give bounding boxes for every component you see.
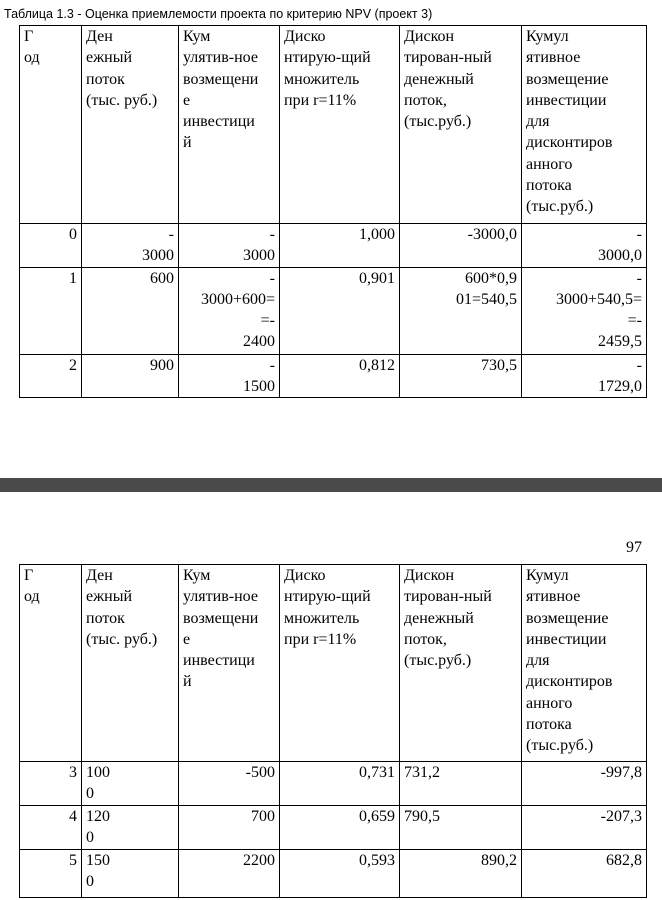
cell-cumulative: -500 [245,764,275,781]
header-cash-flow: Ден ежный поток (тыс. руб.) [86,28,158,109]
header-cumulative-discounted: Кумул ятивное возмещение инвестиции для дисконтиров анного потока (тыс.руб.) [526,28,613,216]
header-discounted-flow: Дискон тирован-ный денежный поток, (тыс.руб.) [404,567,492,670]
cell-flow: 120 0 [86,808,110,847]
header-discounted-flow: Дискон тирован-ный денежный поток, (тыс.руб.) [404,28,492,131]
cell-discounted: 731,2 [404,764,440,781]
table-row [20,354,647,398]
cell-discounted: 600*0,9 01=540,5 [455,269,517,308]
cell-factor: 0,659 [359,808,395,825]
cell-cumulative: - 3000+600= =- 2400 [200,269,275,351]
table-caption: Таблица 1.3 - Оценка приемлемости проекта по критерию NPV (проект 3) [4,7,433,21]
cell-cumulative: - 1500 [243,356,275,395]
cell-flow: 900 [150,356,174,374]
cell-year: 1 [69,269,77,287]
cell-flow: 100 0 [86,764,110,803]
npv-table-part-2 [19,564,647,898]
cell-flow: 150 0 [86,851,110,890]
table-row [20,224,647,268]
cell-discounted: 890,2 [481,851,517,869]
cell-year: 4 [69,808,77,825]
header-cash-flow: Ден ежный поток (тыс. руб.) [86,567,158,648]
cell-discounted: -3000,0 [467,226,517,243]
cell-cumulative-discounted: - 1729,0 [598,356,642,395]
cell-year: 2 [69,356,77,374]
cell-factor: 0,812 [359,356,395,374]
header-year: Г од [24,28,40,67]
cell-cumulative-discounted: - 3000,0 [598,226,642,265]
cell-factor: 0,731 [359,764,395,781]
header-cumulative-recovery: Кум улятив-ное возмещени е инвестици й [183,567,259,691]
header-year: Г од [24,567,40,606]
cell-cumulative-discounted: -207,3 [600,808,642,825]
cell-year: 3 [69,764,77,781]
header-cumulative-recovery: Кум улятив-ное возмещени е инвестици й [183,28,259,152]
table-header-row [20,565,647,762]
table-row [20,849,647,897]
cell-flow: - 3000 [142,226,174,265]
cell-factor: 0,593 [359,851,395,869]
page-number: 97 [626,539,642,556]
cell-year: 5 [69,851,77,869]
header-cumulative-discounted: Кумул ятивное возмещение инвестиции для дисконтиров анного потока (тыс.руб.) [526,567,613,755]
table-row [20,762,647,806]
cell-discounted: 730,5 [481,356,517,374]
cell-factor: 1,000 [359,226,395,243]
npv-table-part-1 [19,25,647,398]
table-row [20,267,647,354]
cell-cumulative-discounted: 682,8 [606,851,642,869]
cell-year: 0 [69,226,77,243]
cell-cumulative: 700 [251,808,275,825]
header-discount-factor: Диско нтирую-щий множитель при r=11% [284,567,371,648]
cell-cumulative: 2200 [243,851,275,869]
cell-cumulative-discounted: - 3000+540,5= =- 2459,5 [555,269,642,351]
cell-discounted: 790,5 [404,808,440,825]
header-discount-factor: Диско нтирую-щий множитель при r=11% [284,28,371,109]
cell-cumulative: - 3000 [243,226,275,265]
page-break [0,478,662,492]
cell-flow: 600 [150,269,174,287]
cell-factor: 0,901 [359,269,395,287]
table-row [20,806,647,850]
cell-cumulative-discounted: -997,8 [600,764,642,781]
table-header-row [20,26,647,224]
